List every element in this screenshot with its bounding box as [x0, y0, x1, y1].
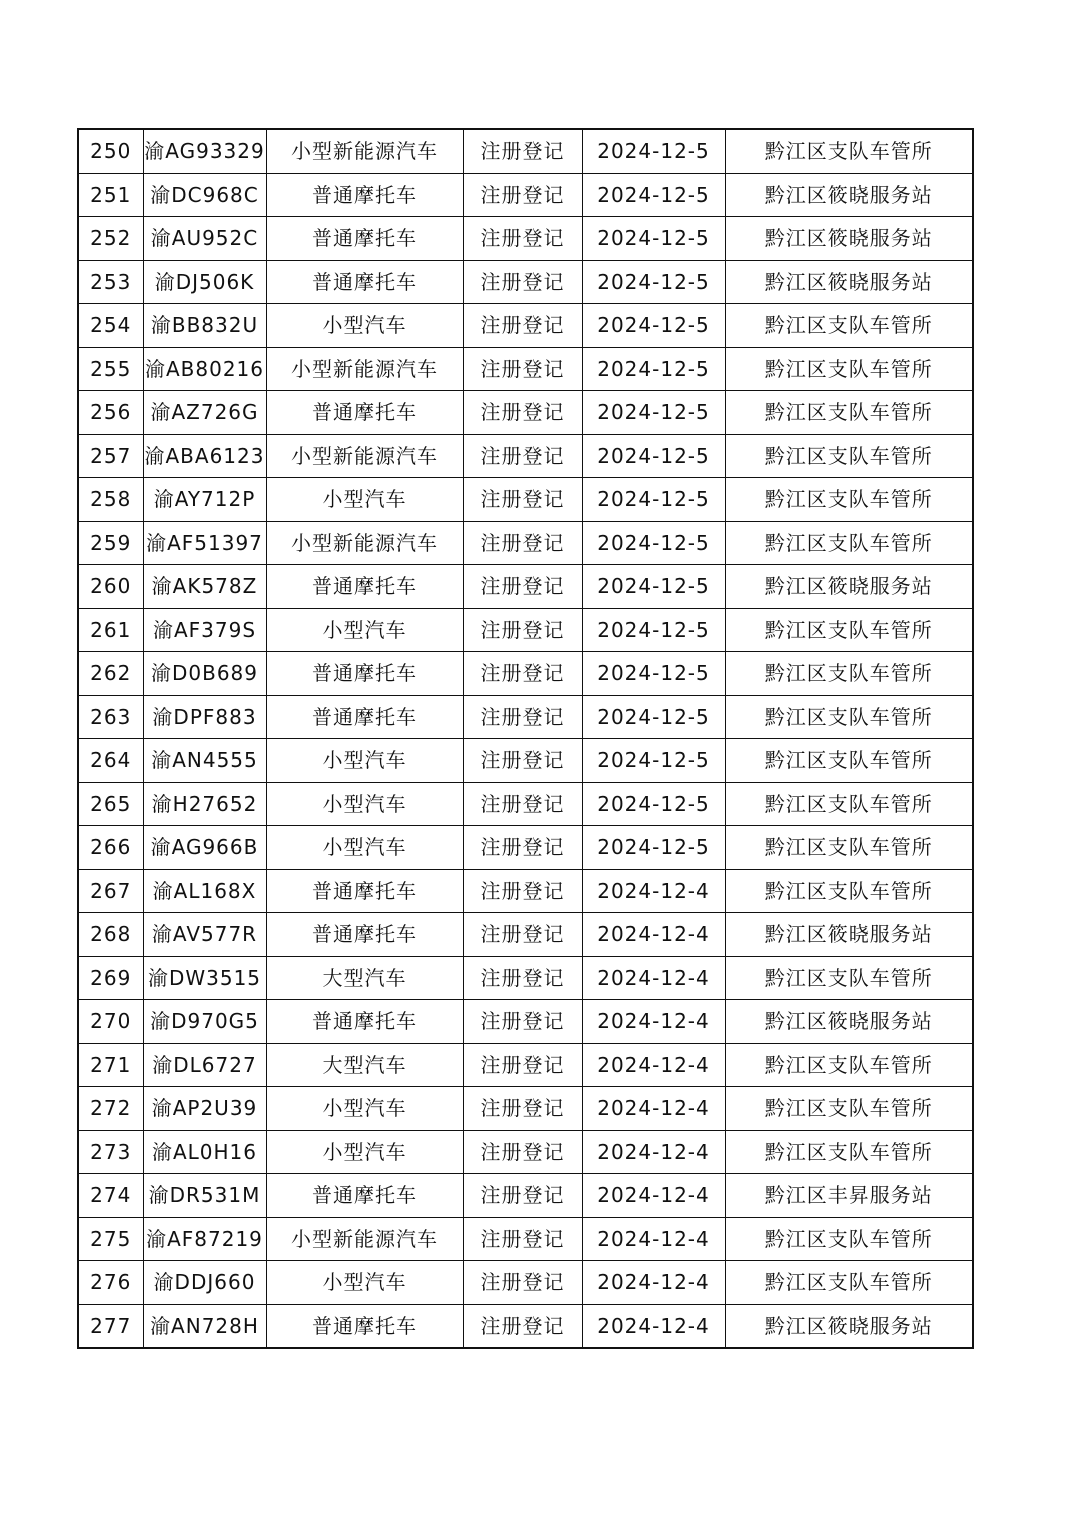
business-type-cell: 注册登记 — [463, 129, 582, 173]
vehicle-type-cell: 小型汽车 — [266, 1261, 463, 1305]
plate-number-cell: 渝DW3515 — [143, 956, 266, 1000]
vehicle-type-cell: 小型新能源汽车 — [266, 129, 463, 173]
business-type-cell: 注册登记 — [463, 1043, 582, 1087]
date-cell: 2024-12-4 — [582, 913, 725, 957]
table-row — [78, 739, 973, 783]
vehicle-type-cell: 普通摩托车 — [266, 391, 463, 435]
table-row — [78, 173, 973, 217]
plate-number-cell: 渝DR531M — [143, 1174, 266, 1218]
business-type-cell: 注册登记 — [463, 1261, 582, 1305]
serial-number-cell: 251 — [78, 173, 143, 217]
date-cell: 2024-12-4 — [582, 1130, 725, 1174]
table-row — [78, 695, 973, 739]
vehicle-type-cell: 普通摩托车 — [266, 1000, 463, 1044]
vehicle-type-cell: 小型新能源汽车 — [266, 347, 463, 391]
office-cell: 黔江区支队车管所 — [725, 1261, 973, 1305]
plate-number-cell: 渝AN728H — [143, 1304, 266, 1348]
business-type-cell: 注册登记 — [463, 913, 582, 957]
table-row — [78, 956, 973, 1000]
plate-number-cell: 渝AL0H16 — [143, 1130, 266, 1174]
business-type-cell: 注册登记 — [463, 1174, 582, 1218]
office-cell: 黔江区支队车管所 — [725, 129, 973, 173]
vehicle-type-cell: 普通摩托车 — [266, 173, 463, 217]
serial-number-cell: 276 — [78, 1261, 143, 1305]
plate-number-cell: 渝DDJ660 — [143, 1261, 266, 1305]
plate-number-cell: 渝AU952C — [143, 217, 266, 261]
vehicle-type-cell: 小型新能源汽车 — [266, 521, 463, 565]
vehicle-type-cell: 大型汽车 — [266, 1043, 463, 1087]
vehicle-type-cell: 小型汽车 — [266, 478, 463, 522]
table-row — [78, 1261, 973, 1305]
office-cell: 黔江区支队车管所 — [725, 478, 973, 522]
business-type-cell: 注册登记 — [463, 391, 582, 435]
business-type-cell: 注册登记 — [463, 434, 582, 478]
business-type-cell: 注册登记 — [463, 608, 582, 652]
office-cell: 黔江区支队车管所 — [725, 521, 973, 565]
table-row — [78, 826, 973, 870]
vehicle-type-cell: 普通摩托车 — [266, 695, 463, 739]
serial-number-cell: 261 — [78, 608, 143, 652]
office-cell: 黔江区筱晓服务站 — [725, 173, 973, 217]
date-cell: 2024-12-5 — [582, 217, 725, 261]
plate-number-cell: 渝DJ506K — [143, 260, 266, 304]
vehicle-type-cell: 小型新能源汽车 — [266, 1217, 463, 1261]
office-cell: 黔江区支队车管所 — [725, 652, 973, 696]
plate-number-cell: 渝D0B689 — [143, 652, 266, 696]
table-row — [78, 869, 973, 913]
business-type-cell: 注册登记 — [463, 347, 582, 391]
business-type-cell: 注册登记 — [463, 260, 582, 304]
serial-number-cell: 259 — [78, 521, 143, 565]
date-cell: 2024-12-5 — [582, 129, 725, 173]
serial-number-cell: 263 — [78, 695, 143, 739]
serial-number-cell: 264 — [78, 739, 143, 783]
date-cell: 2024-12-5 — [582, 478, 725, 522]
vehicle-type-cell: 普通摩托车 — [266, 1304, 463, 1348]
date-cell: 2024-12-5 — [582, 565, 725, 609]
office-cell: 黔江区筱晓服务站 — [725, 1304, 973, 1348]
table-row — [78, 652, 973, 696]
date-cell: 2024-12-5 — [582, 521, 725, 565]
plate-number-cell: 渝AN4555 — [143, 739, 266, 783]
vehicle-type-cell: 普通摩托车 — [266, 913, 463, 957]
business-type-cell: 注册登记 — [463, 478, 582, 522]
date-cell: 2024-12-4 — [582, 1304, 725, 1348]
business-type-cell: 注册登记 — [463, 565, 582, 609]
business-type-cell: 注册登记 — [463, 826, 582, 870]
date-cell: 2024-12-5 — [582, 304, 725, 348]
date-cell: 2024-12-4 — [582, 869, 725, 913]
office-cell: 黔江区筱晓服务站 — [725, 913, 973, 957]
plate-number-cell: 渝AG93329 — [143, 129, 266, 173]
plate-number-cell: 渝AP2U39 — [143, 1087, 266, 1131]
business-type-cell: 注册登记 — [463, 956, 582, 1000]
table-row — [78, 1304, 973, 1348]
serial-number-cell: 256 — [78, 391, 143, 435]
serial-number-cell: 252 — [78, 217, 143, 261]
table-row — [78, 1043, 973, 1087]
office-cell: 黔江区筱晓服务站 — [725, 260, 973, 304]
business-type-cell: 注册登记 — [463, 1217, 582, 1261]
date-cell: 2024-12-4 — [582, 1261, 725, 1305]
plate-number-cell: 渝AZ726G — [143, 391, 266, 435]
vehicle-type-cell: 普通摩托车 — [266, 217, 463, 261]
table-row — [78, 129, 973, 173]
plate-number-cell: 渝BB832U — [143, 304, 266, 348]
serial-number-cell: 266 — [78, 826, 143, 870]
table-row — [78, 304, 973, 348]
plate-number-cell: 渝AL168X — [143, 869, 266, 913]
serial-number-cell: 269 — [78, 956, 143, 1000]
date-cell: 2024-12-5 — [582, 347, 725, 391]
table-row — [78, 260, 973, 304]
business-type-cell: 注册登记 — [463, 173, 582, 217]
table-row — [78, 608, 973, 652]
office-cell: 黔江区支队车管所 — [725, 956, 973, 1000]
serial-number-cell: 260 — [78, 565, 143, 609]
business-type-cell: 注册登记 — [463, 869, 582, 913]
date-cell: 2024-12-4 — [582, 1174, 725, 1218]
office-cell: 黔江区支队车管所 — [725, 391, 973, 435]
business-type-cell: 注册登记 — [463, 695, 582, 739]
serial-number-cell: 271 — [78, 1043, 143, 1087]
table-row — [78, 1087, 973, 1131]
date-cell: 2024-12-5 — [582, 173, 725, 217]
table-row — [78, 434, 973, 478]
plate-number-cell: 渝H27652 — [143, 782, 266, 826]
table-row — [78, 391, 973, 435]
serial-number-cell: 273 — [78, 1130, 143, 1174]
serial-number-cell: 272 — [78, 1087, 143, 1131]
office-cell: 黔江区支队车管所 — [725, 434, 973, 478]
business-type-cell: 注册登记 — [463, 217, 582, 261]
serial-number-cell: 270 — [78, 1000, 143, 1044]
date-cell: 2024-12-4 — [582, 1087, 725, 1131]
office-cell: 黔江区支队车管所 — [725, 608, 973, 652]
table-row — [78, 217, 973, 261]
office-cell: 黔江区支队车管所 — [725, 695, 973, 739]
table-row — [78, 1174, 973, 1218]
serial-number-cell: 262 — [78, 652, 143, 696]
date-cell: 2024-12-5 — [582, 260, 725, 304]
date-cell: 2024-12-5 — [582, 695, 725, 739]
table-row — [78, 913, 973, 957]
business-type-cell: 注册登记 — [463, 1000, 582, 1044]
date-cell: 2024-12-4 — [582, 956, 725, 1000]
table-row — [78, 1217, 973, 1261]
date-cell: 2024-12-5 — [582, 652, 725, 696]
vehicle-type-cell: 普通摩托车 — [266, 869, 463, 913]
table-body — [78, 129, 973, 1348]
office-cell: 黔江区支队车管所 — [725, 1087, 973, 1131]
vehicle-type-cell: 小型汽车 — [266, 739, 463, 783]
date-cell: 2024-12-4 — [582, 1000, 725, 1044]
date-cell: 2024-12-5 — [582, 434, 725, 478]
business-type-cell: 注册登记 — [463, 1130, 582, 1174]
date-cell: 2024-12-4 — [582, 1043, 725, 1087]
office-cell: 黔江区丰昇服务站 — [725, 1174, 973, 1218]
date-cell: 2024-12-4 — [582, 1217, 725, 1261]
serial-number-cell: 277 — [78, 1304, 143, 1348]
serial-number-cell: 253 — [78, 260, 143, 304]
office-cell: 黔江区支队车管所 — [725, 782, 973, 826]
plate-number-cell: 渝AF87219 — [143, 1217, 266, 1261]
date-cell: 2024-12-5 — [582, 391, 725, 435]
plate-number-cell: 渝AV577R — [143, 913, 266, 957]
office-cell: 黔江区支队车管所 — [725, 1217, 973, 1261]
vehicle-type-cell: 普通摩托车 — [266, 1174, 463, 1218]
table-row — [78, 1000, 973, 1044]
vehicle-registration-table — [77, 128, 974, 1349]
plate-number-cell: 渝DC968C — [143, 173, 266, 217]
office-cell: 黔江区支队车管所 — [725, 869, 973, 913]
vehicle-type-cell: 普通摩托车 — [266, 652, 463, 696]
office-cell: 黔江区支队车管所 — [725, 739, 973, 783]
business-type-cell: 注册登记 — [463, 1304, 582, 1348]
vehicle-type-cell: 小型汽车 — [266, 1130, 463, 1174]
vehicle-type-cell: 小型汽车 — [266, 782, 463, 826]
serial-number-cell: 265 — [78, 782, 143, 826]
business-type-cell: 注册登记 — [463, 739, 582, 783]
plate-number-cell: 渝AK578Z — [143, 565, 266, 609]
serial-number-cell: 255 — [78, 347, 143, 391]
table-row — [78, 521, 973, 565]
office-cell: 黔江区筱晓服务站 — [725, 217, 973, 261]
serial-number-cell: 275 — [78, 1217, 143, 1261]
vehicle-type-cell: 小型新能源汽车 — [266, 434, 463, 478]
business-type-cell: 注册登记 — [463, 304, 582, 348]
plate-number-cell: 渝DPF883 — [143, 695, 266, 739]
plate-number-cell: 渝D970G5 — [143, 1000, 266, 1044]
office-cell: 黔江区筱晓服务站 — [725, 1000, 973, 1044]
business-type-cell: 注册登记 — [463, 652, 582, 696]
plate-number-cell: 渝AG966B — [143, 826, 266, 870]
vehicle-type-cell: 小型汽车 — [266, 826, 463, 870]
date-cell: 2024-12-5 — [582, 739, 725, 783]
office-cell: 黔江区筱晓服务站 — [725, 565, 973, 609]
date-cell: 2024-12-5 — [582, 826, 725, 870]
plate-number-cell: 渝AF379S — [143, 608, 266, 652]
serial-number-cell: 258 — [78, 478, 143, 522]
business-type-cell: 注册登记 — [463, 521, 582, 565]
serial-number-cell: 267 — [78, 869, 143, 913]
plate-number-cell: 渝AY712P — [143, 478, 266, 522]
vehicle-type-cell: 普通摩托车 — [266, 565, 463, 609]
business-type-cell: 注册登记 — [463, 782, 582, 826]
serial-number-cell: 268 — [78, 913, 143, 957]
office-cell: 黔江区支队车管所 — [725, 826, 973, 870]
vehicle-type-cell: 小型汽车 — [266, 608, 463, 652]
serial-number-cell: 250 — [78, 129, 143, 173]
office-cell: 黔江区支队车管所 — [725, 347, 973, 391]
plate-number-cell: 渝ABA6123 — [143, 434, 266, 478]
office-cell: 黔江区支队车管所 — [725, 1043, 973, 1087]
serial-number-cell: 257 — [78, 434, 143, 478]
vehicle-type-cell: 小型汽车 — [266, 304, 463, 348]
serial-number-cell: 254 — [78, 304, 143, 348]
date-cell: 2024-12-5 — [582, 782, 725, 826]
plate-number-cell: 渝AF51397 — [143, 521, 266, 565]
vehicle-type-cell: 普通摩托车 — [266, 260, 463, 304]
serial-number-cell: 274 — [78, 1174, 143, 1218]
office-cell: 黔江区支队车管所 — [725, 1130, 973, 1174]
office-cell: 黔江区支队车管所 — [725, 304, 973, 348]
table-row — [78, 1130, 973, 1174]
table-row — [78, 347, 973, 391]
plate-number-cell: 渝DL6727 — [143, 1043, 266, 1087]
plate-number-cell: 渝AB80216 — [143, 347, 266, 391]
vehicle-type-cell: 小型汽车 — [266, 1087, 463, 1131]
table-row — [78, 478, 973, 522]
table-row — [78, 782, 973, 826]
table-row — [78, 565, 973, 609]
vehicle-type-cell: 大型汽车 — [266, 956, 463, 1000]
business-type-cell: 注册登记 — [463, 1087, 582, 1131]
date-cell: 2024-12-5 — [582, 608, 725, 652]
